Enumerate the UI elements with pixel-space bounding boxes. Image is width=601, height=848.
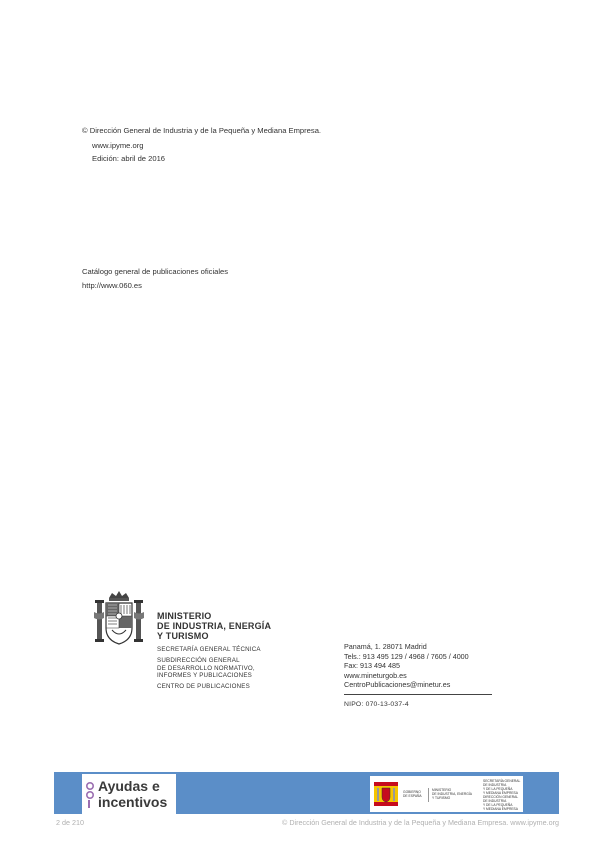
subdireccion-line1: SUBDIRECCIÓN GENERAL [157,656,240,664]
gov-right-line8: Y MEDIANA EMPRESA [483,807,518,811]
gov-right-line5: DIRECCIÓN GENERAL [483,795,519,799]
web-line: www.mineturgob.es [344,670,407,680]
gov-mid-line3: Y TURISMO [432,796,451,800]
footer-copyright: © Dirección General de Industria y de la Pequeña y Mediana Empresa. www.ipyme.org [282,818,559,827]
gov-right-line1: SECRETARÍA GENERAL [483,779,521,783]
gov-right-line7: Y DE LA PEQUEÑA [483,803,513,807]
brand-line1: Ayudas e [98,778,160,794]
page-number: 2 de 210 [56,818,84,827]
gov-label-left [403,790,422,798]
secretaria-line: SECRETARÍA GENERAL TÉCNICA [157,646,261,653]
coat-of-arms-icon [94,590,144,652]
gov-right-line2: DE INDUSTRIA [483,783,507,787]
catalog-title: Catálogo general de publicaciones oficiales [82,267,229,276]
brand-mark-icon [86,780,96,808]
edition-line: Edición: abril de 2016 [92,154,166,163]
gov-right-line3: Y DE LA PEQUEÑA [483,787,513,791]
nipo-line: NIPO: 070-13-037-4 [344,701,409,708]
subdireccion-line3: INFORMES Y PUBLICACIONES [157,672,252,680]
gov-left-line1: GOBIERNO [403,790,421,794]
gov-right-line4: Y MEDIANA EMPRESA [483,791,518,795]
spain-arms-icon [374,782,398,806]
fax-line: Fax: 913 494 485 [344,661,400,671]
ministry-name [157,611,271,641]
gov-divider [428,788,429,802]
catalog-url: http://www.060.es [82,281,142,290]
gov-right-line6: DE INDUSTRIA [483,799,507,803]
centro-line: CENTRO DE PUBLICACIONES [157,683,250,691]
ministry-name-line2: DE INDUSTRIA, ENERGÍA [157,621,272,631]
contact-block [344,642,492,690]
government-logo [370,776,523,812]
gov-label-mid [432,788,472,800]
gov-left-line2: DE ESPAÑA [403,794,422,798]
contact-divider [344,694,492,695]
ministry-name-line1: MINISTERIO [157,611,212,621]
tels-line: Tels.: 913 495 129 / 4968 / 7605 / 4000 [344,651,469,661]
ministry-subunits [157,646,261,691]
address-line: Panamá, 1. 28071 Madrid [344,642,427,651]
email-line: CentroPublicaciones@minetur.es [344,680,451,690]
brand-logo [82,774,176,814]
gov-mid-line1: MINISTERIO [432,788,452,792]
copyright-line: © Dirección General de Industria y de la Pequeña y Mediana Empresa. [82,126,322,135]
website-line: www.ipyme.org [92,141,144,150]
subdireccion-line2: DE DESARROLLO NORMATIVO, [157,664,255,672]
gov-mid-line2: DE INDUSTRIA, ENERGÍA [432,792,472,796]
gov-label-right [483,779,520,811]
brand-line2: incentivos [98,794,168,810]
ministry-name-line3: Y TURISMO [157,631,209,641]
